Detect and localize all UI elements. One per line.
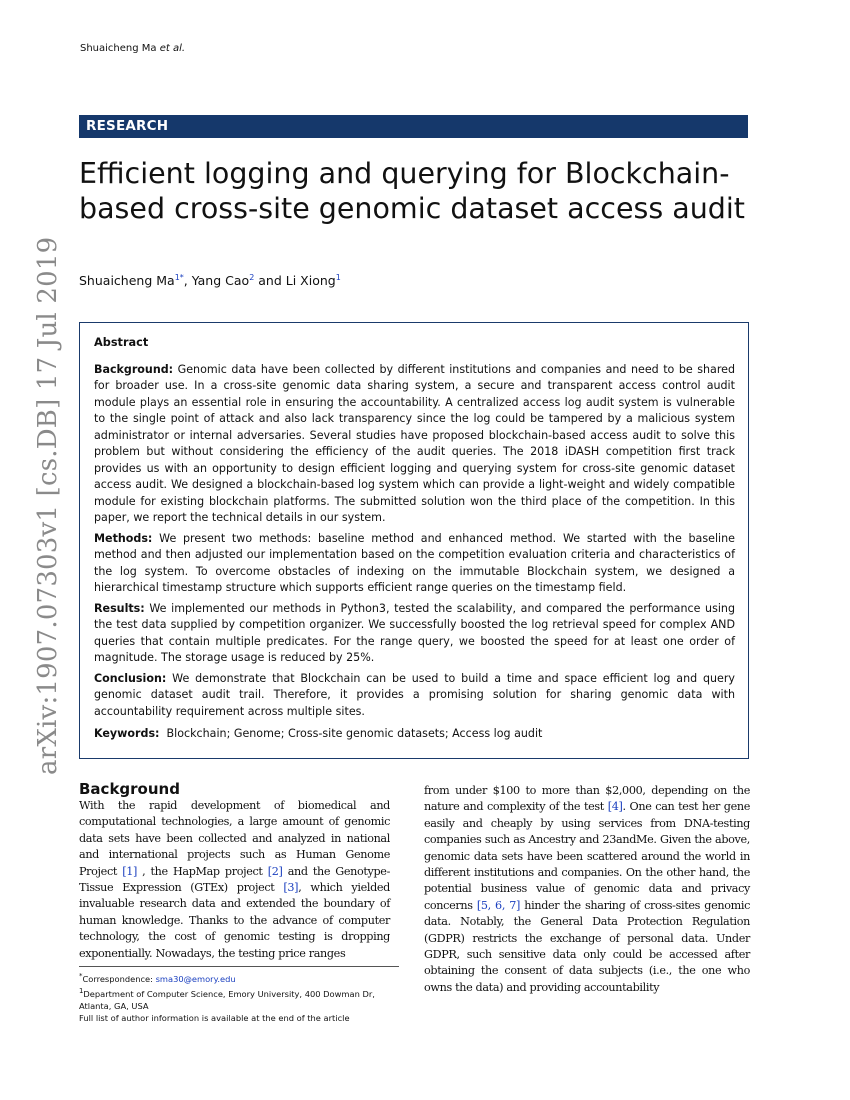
body-paragraph: With the rapid development of biomedical and computational technologies, a large amount of genomic data sets have been collected and analyzed in national and international projects such as Human Genome Project [1] , the HapMap project [2] and the Genotype-Tissue Expression (GTEx) project [3], which yielded invaluable research data and extended the boundary of human knowledge. Thanks to the advance of computer technology, the cost of genomic testing is dropping exponentially. Nowadays, the testing price ranges bbox=[79, 799, 391, 960]
citation-link[interactable]: [1] bbox=[122, 864, 137, 878]
footnote-correspondence: *Correspondence: sma30@emory.edu bbox=[79, 972, 236, 984]
section-heading: Background bbox=[79, 780, 180, 798]
abstract-keywords: Keywords: Blockchain; Genome; Cross-site genomic datasets; Access log audit bbox=[94, 727, 543, 740]
footnote-affiliation: $^1$Department of Computer Science, Emory University, 400 Dowman Dr, Atlanta, GA, USA bbox=[79, 986, 375, 1011]
footnote-full-list: Full list of author information is available at the end of the article bbox=[79, 1012, 350, 1023]
category-band: RESEARCH bbox=[79, 115, 748, 138]
author-name: Shuaicheng Ma bbox=[79, 273, 175, 289]
citation-link[interactable]: [2] bbox=[267, 864, 283, 878]
running-head: Shuaicheng Ma et al. bbox=[80, 43, 186, 54]
abstract-heading: Abstract bbox=[94, 336, 149, 349]
affiliation-mark[interactable]: 2 bbox=[249, 273, 255, 282]
citation-link[interactable]: [4] bbox=[607, 800, 623, 814]
author-name: Yang Cao bbox=[191, 273, 250, 289]
abstract-background: Background: Genomic data have been collected by different institutions and companies and need to be shared for broader use. In a cross-site genomic data sharing system, a secure and transparent access control audit module plays an essential role in ensuring the accountability. A centralized access log audit system is vulnerable to the single point of attack and also lack transparency since the log could be tampered by a malicious system administrator or internal adversaries. Several studies have proposed blockchain-based access audit to solve this problem but without considering the efficiency of the audit queries. The 2018 iDASH competition first track provides us with an opportunity to design efficient logging and querying system for cross-site genomic dataset access audit. We designed a blockchain-based log system which can provide a light-weight and widely compatible module for existing blockchain platforms. The submitted solution won the third place of the competition. In this paper, we report the technical details in our system. bbox=[94, 362, 736, 524]
author-name: Li Xiong bbox=[285, 273, 336, 289]
email-link[interactable]: sma30@emory.edu bbox=[155, 973, 236, 984]
abstract-methods: Methods: We present two methods: baseline method and enhanced method. We started with the baseline method and then adjusted our implementation based on the competition evaluation criteria and characteristics of the log system. To overcome obstacles of indexing on the immutable Blockchain system, we designed a hierarchical timestamp structure which supports efficient range queries on the timestamp field. bbox=[94, 531, 735, 594]
affiliation-mark[interactable]: 1 bbox=[335, 273, 341, 282]
abstract-box bbox=[79, 322, 749, 759]
citation-link[interactable]: [3] bbox=[283, 881, 299, 895]
affiliation-mark[interactable]: 1* bbox=[174, 273, 184, 282]
citation-link[interactable]: [5, 6, 7] bbox=[476, 898, 521, 912]
body-column-left bbox=[79, 780, 390, 962]
footnotes bbox=[79, 966, 399, 1024]
abstract-results: Results: We implemented our methods in Python3, tested the scalability, and compared the performance using the test data supplied by competition organizer. We successfully boosted the log retrieval speed for complex AND queries that contain multiple predicates. For the range query, we boosted the speed for at least one order of magnitude. The storage usage is reduced by 25%. bbox=[94, 601, 735, 664]
author-list: Shuaicheng $Ma^{1*}$, Yang Cao$^2$ and Li Xiong$^1$ bbox=[79, 273, 341, 289]
paper-title: Efficient logging and querying for Blockchain-based cross-site genomic dataset access audit bbox=[79, 157, 745, 225]
body-column-right bbox=[424, 783, 750, 996]
body-paragraph: from under $100 to more than $2,000, depending on the nature and complexity of the test [4]. One can test her gene easily and cheaply by using services from DNA-testing companies such as Ancestry and 23andMe. Given the above, genomic data sets have been scattered around the world in different institutions and companies. On the other hand, the potential business value of genomic data and privacy concerns [5, 6, 7] hinder the sharing of cross-sites genomic data. Notably, the General Data Protection Regulation (GDPR) restricts the exchange of personal data. Under GDPR, such sensitive data only could be accessed after obtaining the consent of data subjects (i.e., the one who owns the data) and providing accountability bbox=[424, 784, 751, 994]
abstract-conclusion: Conclusion: We demonstrate that Blockchain can be used to build a time and space efficient log and query genomic dataset audit trail. Therefore, it provides a promising solution for sharing genomic data with accountability requirement across multiple sites. bbox=[94, 671, 735, 718]
arxiv-identifier: arXiv:1907.07303v1 [cs.DB] 17 Jul 2019 bbox=[33, 236, 63, 775]
